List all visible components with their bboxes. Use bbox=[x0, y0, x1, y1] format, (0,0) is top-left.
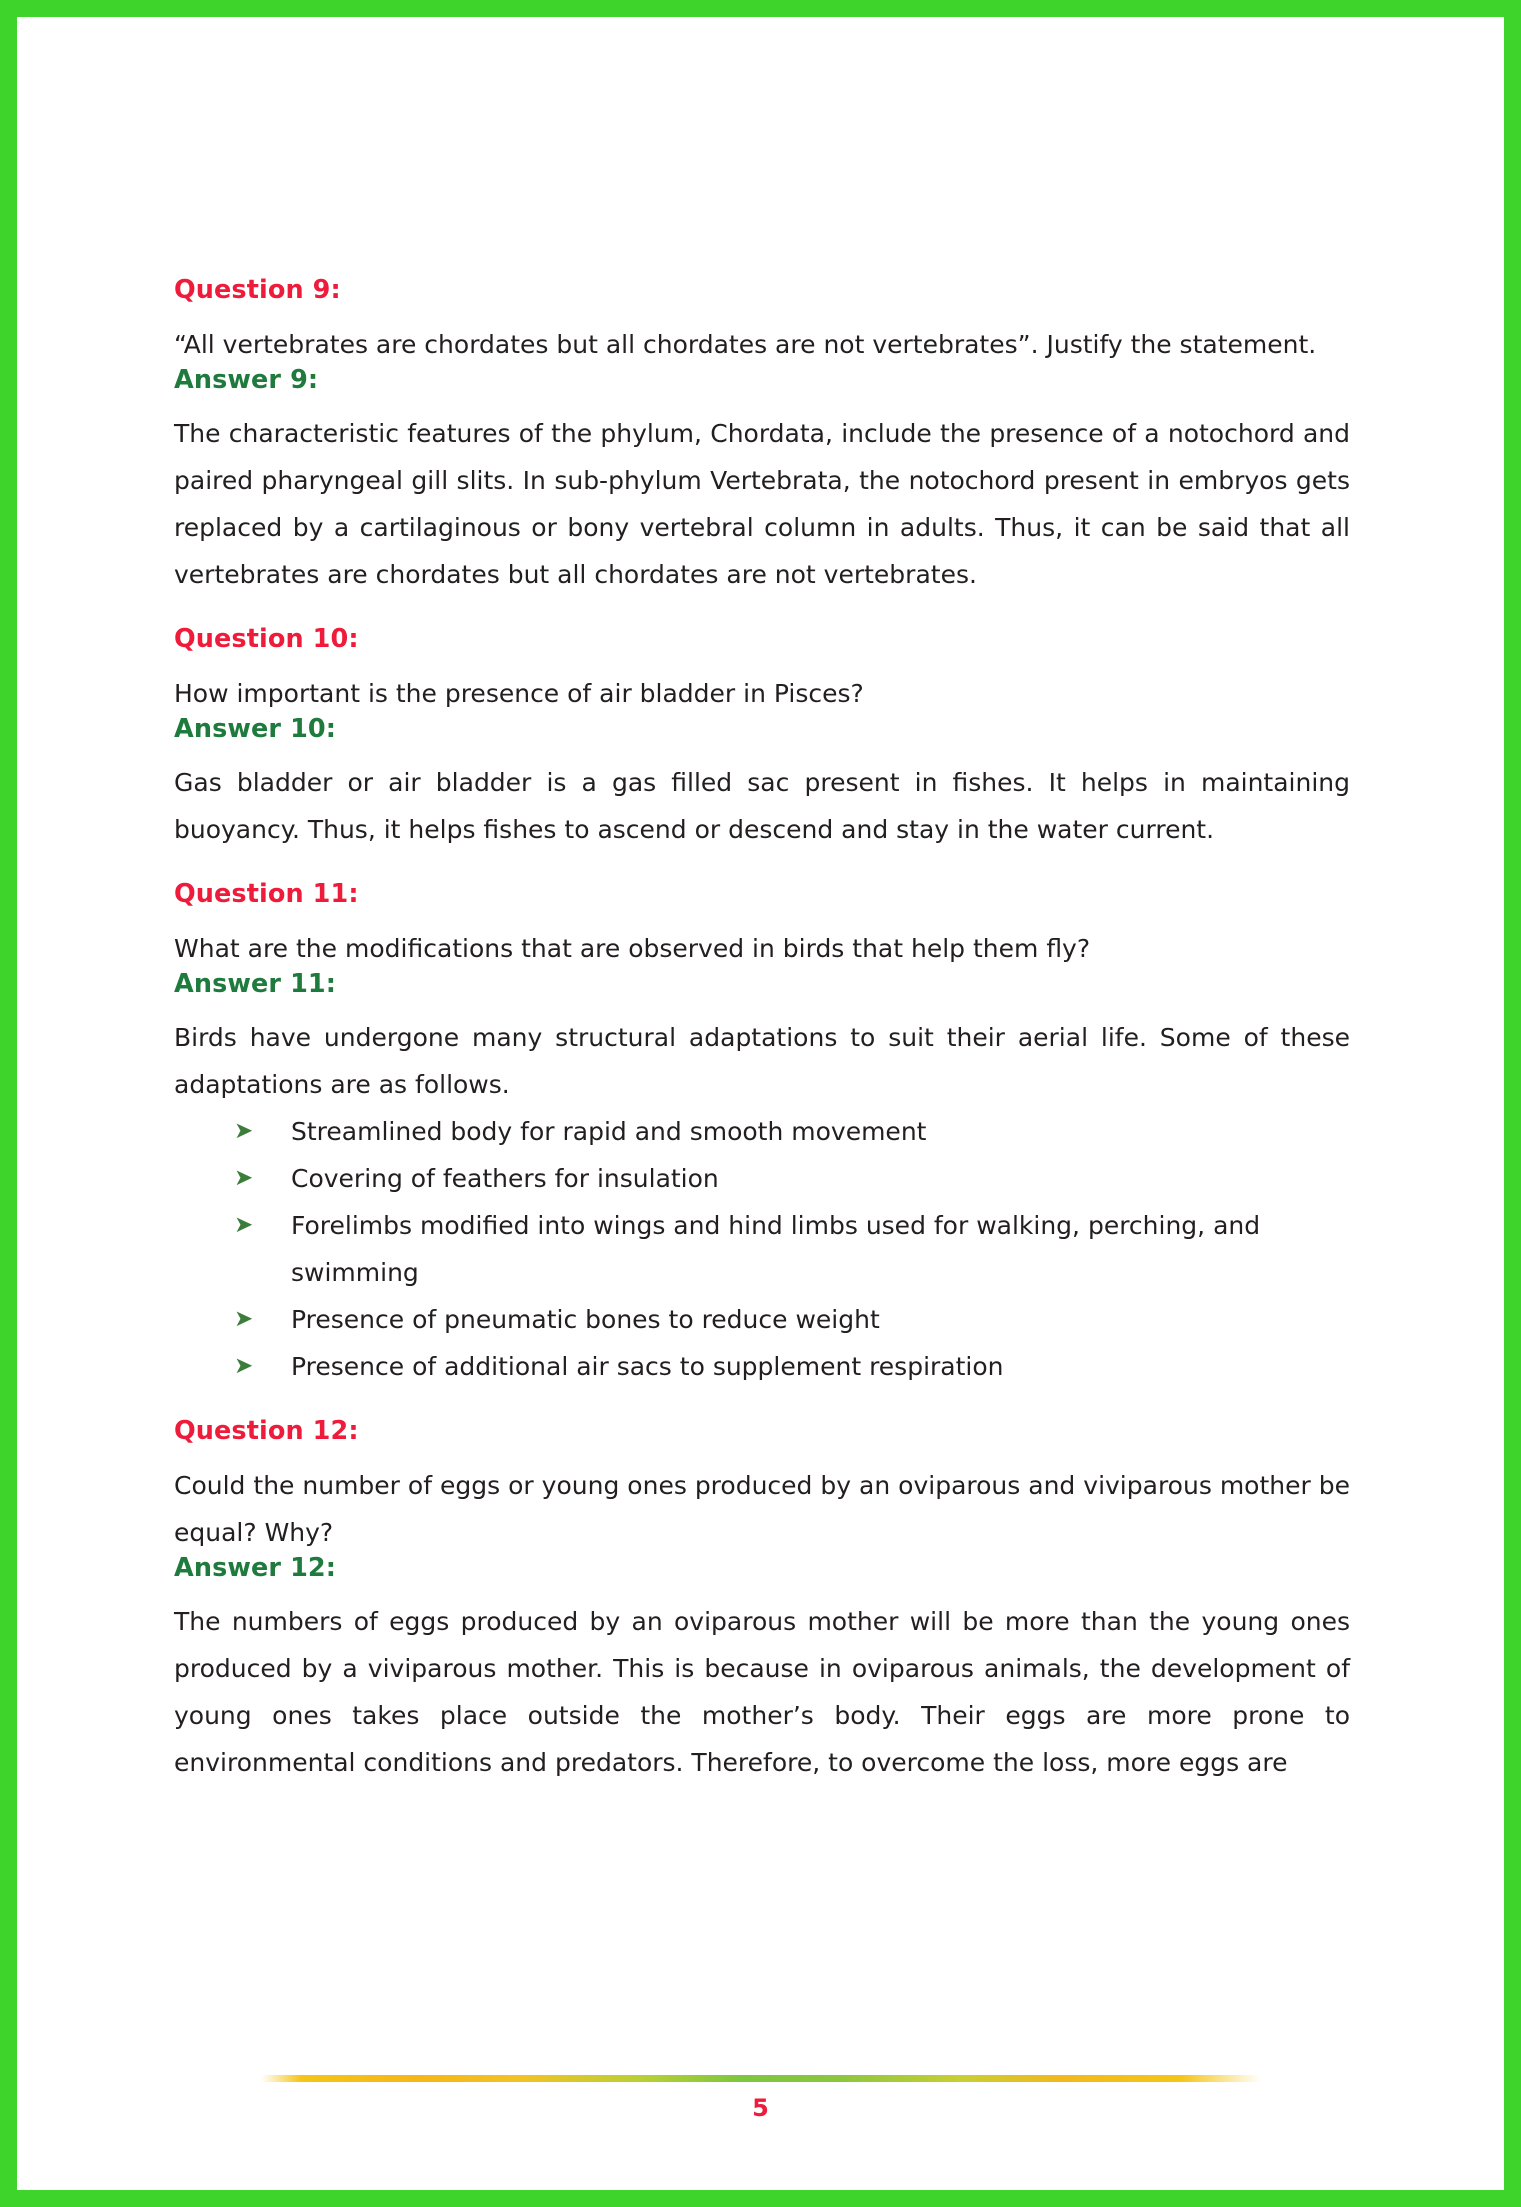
list-item bbox=[234, 1202, 1350, 1296]
page-number: 5 bbox=[752, 2094, 769, 2122]
list-item-label: Presence of additional air sacs to supplement respiration bbox=[291, 1352, 1004, 1381]
list-item bbox=[234, 1155, 1350, 1202]
arrow-bullet-icon: ➤ bbox=[234, 1306, 254, 1332]
section-spacer bbox=[174, 598, 1350, 627]
question-heading-12: Question 12: bbox=[174, 1416, 359, 1446]
qa-section-11 bbox=[174, 879, 1350, 1390]
section-spacer bbox=[174, 1390, 1350, 1419]
answer-heading-10: Answer 10: bbox=[174, 713, 337, 744]
arrow-bullet-icon: ➤ bbox=[234, 1165, 254, 1191]
answer-text-11: Birds have undergone many structural adaptations to suit their aerial life. Some of these adaptations are as follows. bbox=[174, 1023, 1350, 1099]
list-item-label: Forelimbs modified into wings and hind limbs used for walking, perching, and swimming bbox=[291, 1211, 1261, 1287]
question-text-11: What are the modifications that are observed in birds that help them fly? bbox=[174, 933, 1091, 963]
answer-heading-11: Answer 11: bbox=[174, 968, 337, 999]
question-heading-9: Question 9: bbox=[174, 275, 341, 305]
answer-heading-12: Answer 12: bbox=[174, 1552, 337, 1583]
bird-adaptations-list bbox=[174, 1108, 1350, 1390]
answer-text-9: The characteristic features of the phylum, Chordata, include the presence of a notochord and paired pharyngeal gill slits. In sub-phylum Vertebrata, the notochord present in embryos gets replaced by a cartilaginous or bony vertebral column in adults. Thus, it can be said that all vertebrates are chordates but all chordates are not vertebrates. bbox=[174, 419, 1350, 589]
arrow-bullet-icon: ➤ bbox=[234, 1118, 254, 1144]
answer-text-10: Gas bladder or air bladder is a gas filled sac present in fishes. It helps in maintaining buoyancy. Thus, it helps fishes to ascend or descend and stay in the water current. bbox=[174, 768, 1350, 844]
question-heading-10: Question 10: bbox=[174, 624, 359, 654]
qa-section-9 bbox=[174, 275, 1350, 598]
page-footer bbox=[0, 2075, 1521, 2120]
section-spacer bbox=[174, 853, 1350, 882]
footer-divider bbox=[261, 2075, 1261, 2082]
list-item-label: Covering of feathers for insulation bbox=[291, 1164, 719, 1193]
qa-section-12 bbox=[174, 1416, 1350, 1786]
qa-section-10 bbox=[174, 624, 1350, 853]
arrow-bullet-icon: ➤ bbox=[234, 1353, 254, 1379]
list-item bbox=[234, 1108, 1350, 1155]
question-text-10: How important is the presence of air bladder in Pisces? bbox=[174, 678, 864, 708]
question-text-9: “All vertebrates are chordates but all chordates are not vertebrates”. Justify the statement. bbox=[174, 329, 1317, 359]
list-item bbox=[234, 1343, 1350, 1390]
answer-heading-9: Answer 9: bbox=[174, 364, 319, 395]
question-text-12: Could the number of eggs or young ones produced by an oviparous and viviparous mother be equal? Why? bbox=[174, 1470, 1350, 1547]
question-heading-11: Question 11: bbox=[174, 879, 359, 909]
list-item-label: Streamlined body for rapid and smooth movement bbox=[291, 1117, 927, 1146]
arrow-bullet-icon: ➤ bbox=[234, 1212, 254, 1238]
list-item bbox=[234, 1296, 1350, 1343]
list-item-label: Presence of pneumatic bones to reduce weight bbox=[291, 1305, 880, 1334]
answer-text-12: The numbers of eggs produced by an oviparous mother will be more than the young ones produced by a viviparous mother. This is because in oviparous animals, the development of young ones takes place outside the mother’s body. Their eggs are more prone to environmental conditions and predators. Therefore, to overcome the loss, more eggs are bbox=[174, 1607, 1350, 1777]
page-content bbox=[174, 275, 1350, 1786]
